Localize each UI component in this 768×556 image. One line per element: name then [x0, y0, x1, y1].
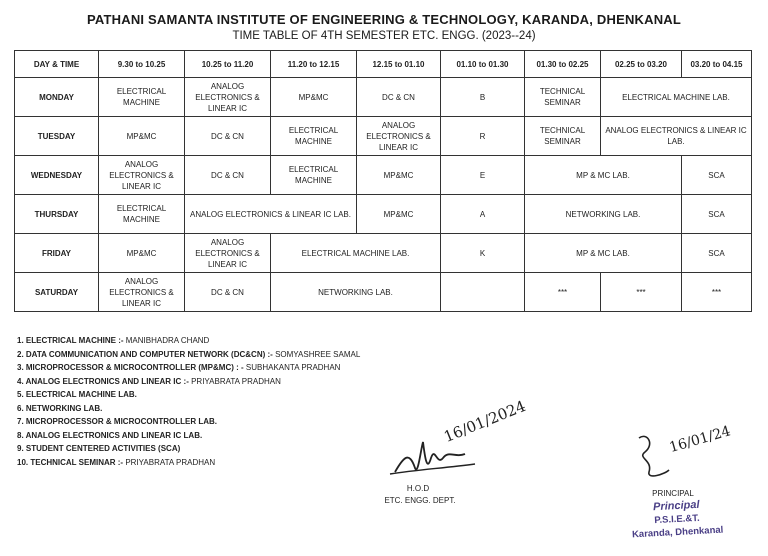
subject-label: 10. TECHNICAL SEMINAR :-: [17, 457, 124, 467]
column-header-period-1: 9.30 to 10.25: [99, 51, 185, 78]
table-row: [15, 273, 752, 312]
teacher-name: SUBHAKANTA PRADHAN: [245, 363, 341, 372]
day-label: FRIDAY: [15, 234, 99, 273]
subject-label: 7. MICROPROCESSOR & MICROCONTROLLER LAB.: [17, 417, 218, 426]
table-cell: A: [441, 195, 525, 234]
table-cell: ANALOG ELECTRONICS & LINEAR IC LAB.: [185, 195, 357, 234]
list-item: [17, 442, 360, 456]
table-cell: ***: [601, 273, 682, 312]
table-cell: SCA: [682, 156, 752, 195]
table-cell: TECHNICAL SEMINAR: [525, 117, 601, 156]
table-cell: B: [441, 78, 525, 117]
teacher-name: SOMYASHREE SAMAL: [275, 349, 361, 359]
column-header-period-8: 03.20 to 04.15: [682, 51, 752, 78]
table-cell: R: [441, 117, 525, 156]
hod-title: H.O.D: [406, 484, 430, 493]
timetable: [14, 50, 752, 312]
list-item: [17, 402, 360, 416]
table-cell: ELECTRICAL MACHINE LAB.: [601, 78, 752, 117]
table-cell: MP&MC: [99, 117, 185, 156]
table-cell: ANALOG ELECTRONICS & LINEAR IC: [185, 78, 271, 117]
principal-stamp: Principal P.S.I.E.&T. Karanda, Dhenkanal: [631, 498, 724, 541]
table-cell: MP&MC: [357, 156, 441, 195]
table-cell: DC & CN: [185, 273, 271, 312]
table-cell: MP&MC: [271, 78, 357, 117]
subject-label: 8. ANALOG ELECTRONICS AND LINEAR IC LAB.: [17, 430, 203, 440]
list-item: [17, 375, 360, 389]
column-header-day: DAY & TIME: [15, 51, 99, 78]
teacher-name: PRIYABRATA PRADHAN: [191, 376, 281, 386]
timetable-subtitle: TIME TABLE OF 4TH SEMESTER ETC. ENGG. (2023--24): [232, 30, 536, 42]
column-header-period-5: 01.10 to 01.30: [441, 51, 525, 78]
table-cell: DC & CN: [185, 156, 271, 195]
table-cell: ANALOG ELECTRONICS & LINEAR IC LAB.: [601, 117, 752, 156]
subject-label: 9. STUDENT CENTERED ACTIVITIES (SCA): [17, 444, 181, 453]
table-row: [15, 78, 752, 117]
column-header-period-6: 01.30 to 02.25: [525, 51, 601, 78]
table-cell: [441, 273, 525, 312]
faculty-list: [17, 334, 360, 469]
column-header-period-2: 10.25 to 11.20: [185, 51, 271, 78]
subject-label: 5. ELECTRICAL MACHINE LAB.: [17, 390, 137, 399]
teacher-name: MANIBHADRA CHAND: [125, 336, 210, 345]
day-label: THURSDAY: [15, 195, 99, 234]
timetable-body: [15, 78, 752, 312]
table-cell: ELECTRICAL MACHINE LAB.: [271, 234, 441, 273]
table-cell: ANALOG ELECTRONICS & LINEAR IC: [185, 234, 271, 273]
teacher-name: PRIYABRATA PRADHAN: [125, 457, 216, 467]
day-label: WEDNESDAY: [15, 156, 99, 195]
list-item: [17, 348, 360, 362]
table-cell: MP & MC LAB.: [525, 156, 682, 195]
table-row: [15, 156, 752, 195]
list-item: [17, 361, 360, 375]
table-cell: MP & MC LAB.: [525, 234, 682, 273]
table-cell: ELECTRICAL MACHINE: [99, 195, 185, 234]
day-label: TUESDAY: [15, 117, 99, 156]
table-cell: SCA: [682, 234, 752, 273]
subject-label: 4. ANALOG ELECTRONICS AND LINEAR IC :-: [17, 376, 189, 386]
table-cell: MP&MC: [99, 234, 185, 273]
table-cell: MP&MC: [357, 195, 441, 234]
table-row: [15, 117, 752, 156]
table-cell: ELECTRICAL MACHINE: [271, 156, 357, 195]
column-header-period-3: 11.20 to 12.15: [271, 51, 357, 78]
header-row: [15, 51, 752, 78]
table-row: [15, 195, 752, 234]
table-cell: ***: [525, 273, 601, 312]
table-cell: NETWORKING LAB.: [271, 273, 441, 312]
table-cell: ***: [682, 273, 752, 312]
column-header-period-4: 12.15 to 01.10: [357, 51, 441, 78]
principal-title: PRINCIPAL: [652, 489, 694, 498]
subject-label: 2. DATA COMMUNICATION AND COMPUTER NETWORK (DC&CN) :-: [17, 349, 273, 359]
table-row: [15, 234, 752, 273]
list-item: [17, 429, 360, 443]
table-cell: DC & CN: [185, 117, 271, 156]
table-cell: E: [441, 156, 525, 195]
column-header-period-7: 02.25 to 03.20: [601, 51, 682, 78]
hod-dept: ETC. ENGG. DEPT.: [384, 496, 456, 505]
subject-label: 1. ELECTRICAL MACHINE :-: [17, 336, 124, 345]
table-cell: SCA: [682, 195, 752, 234]
hod-sign-date: 16/01/2024: [441, 396, 529, 446]
institute-title: PATHANI SAMANTA INSTITUTE OF ENGINEERING & TECHNOLOGY, KARANDA, DHENKANAL: [86, 12, 682, 27]
subject-label: 3. MICROPROCESSOR & MICROCONTROLLER (MP&MC) : -: [17, 363, 244, 372]
table-cell: ELECTRICAL MACHINE: [99, 78, 185, 117]
table-cell: ANALOG ELECTRONICS & LINEAR IC: [99, 273, 185, 312]
table-cell: TECHNICAL SEMINAR: [525, 78, 601, 117]
table-cell: ELECTRICAL MACHINE: [271, 117, 357, 156]
list-item: [17, 388, 360, 402]
table-cell: K: [441, 234, 525, 273]
subject-label: 6. NETWORKING LAB.: [17, 403, 103, 413]
day-label: SATURDAY: [15, 273, 99, 312]
table-cell: ANALOG ELECTRONICS & LINEAR IC: [357, 117, 441, 156]
table-cell: NETWORKING LAB.: [525, 195, 682, 234]
principal-sign-date: 16/01/24: [667, 423, 733, 456]
table-cell: DC & CN: [357, 78, 441, 117]
day-label: MONDAY: [15, 78, 99, 117]
list-item: [17, 456, 360, 470]
table-cell: ANALOG ELECTRONICS & LINEAR IC: [99, 156, 185, 195]
list-item: [17, 334, 360, 348]
list-item: [17, 415, 360, 429]
